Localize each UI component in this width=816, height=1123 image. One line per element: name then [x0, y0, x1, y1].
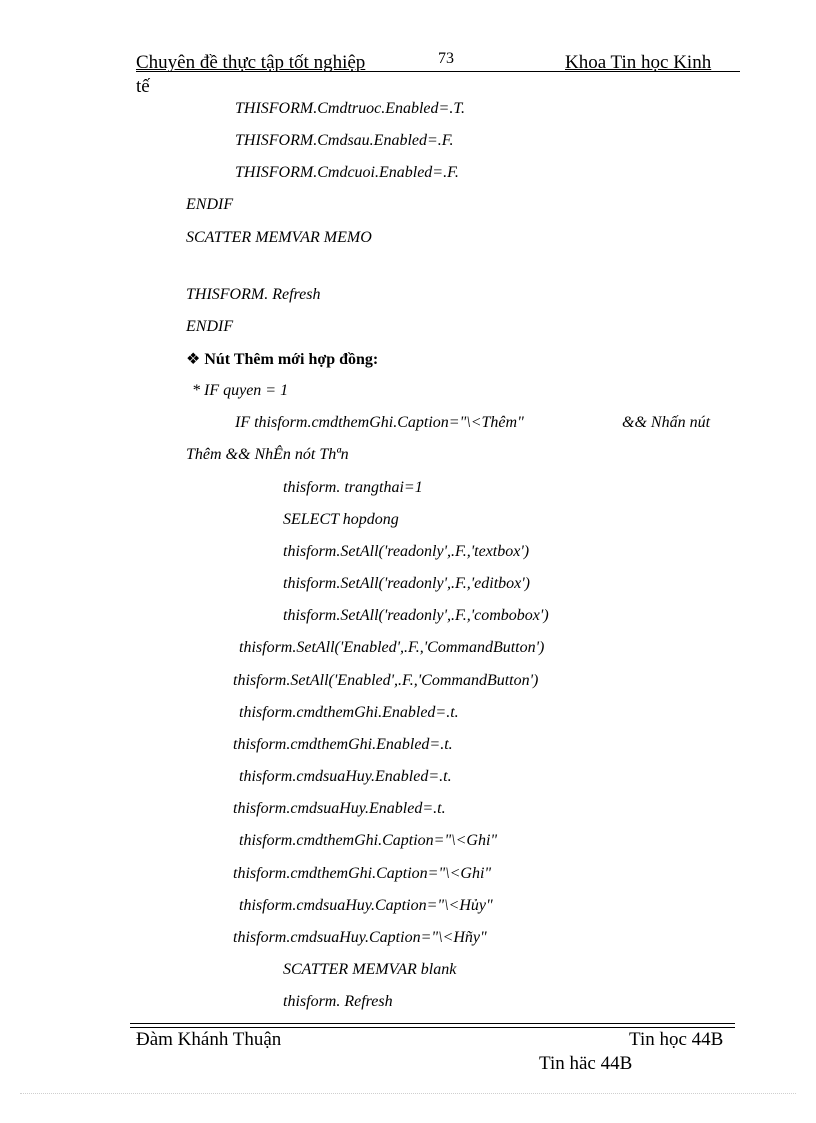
page-number: 73 — [438, 50, 454, 67]
code-line: thisform.cmdthemGhi.Caption="\<Ghi" — [233, 865, 492, 882]
code-line: thisform.cmdthemGhi.Enabled=.t. — [239, 704, 459, 721]
page-edge — [20, 1093, 796, 1094]
code-line: ENDIF — [186, 196, 234, 213]
code-line: * IF quyen = 1 — [192, 382, 289, 399]
code-line: IF thisform.cmdthemGhi.Caption="\<Thêm" — [235, 414, 524, 431]
code-line: thisform.cmdsuaHuy.Caption="\<Hủy" — [239, 897, 493, 914]
code-line: thisform.SetAll('readonly',.F.,'textbox') — [283, 543, 530, 560]
header-department: Khoa Tin học Kinh — [565, 52, 712, 73]
code-line: thisform.cmdsuaHuy.Enabled=.t. — [233, 800, 446, 817]
header-rule — [136, 71, 740, 72]
code-line: THISFORM. Refresh — [186, 286, 321, 303]
code-line: ENDIF — [186, 318, 234, 335]
section-heading — [186, 349, 378, 369]
code-line: SCATTER MEMVAR blank — [283, 961, 457, 978]
footer-rule — [130, 1023, 735, 1024]
section-title: Nút Thêm mới hợp đồng: — [204, 351, 379, 368]
code-line: thisform.SetAll('Enabled',.F.,'CommandButton') — [239, 639, 545, 656]
code-line: thisform.cmdsuaHuy.Caption="\<Hñy" — [233, 929, 487, 946]
code-line: SELECT hopdong — [283, 511, 399, 528]
code-line: THISFORM.Cmdsau.Enabled=.F. — [235, 132, 454, 149]
code-line: thisform.cmdsuaHuy.Enabled=.t. — [239, 768, 452, 785]
code-line: thisform.cmdthemGhi.Caption="\<Ghi" — [239, 832, 498, 849]
footer-author: Đàm Khánh Thuận — [136, 1029, 282, 1050]
header-title: Chuyên đề thực tập tốt nghiệp — [136, 52, 366, 73]
code-line: THISFORM.Cmdtruoc.Enabled=.T. — [235, 100, 466, 117]
header-department-wrap: tế — [136, 76, 150, 97]
code-line: thisform. trangthai=1 — [283, 479, 423, 496]
diamond-bullet-icon: ❖ — [186, 351, 201, 368]
code-line: thisform.SetAll('readonly',.F.,'combobox') — [283, 607, 549, 624]
code-line: THISFORM.Cmdcuoi.Enabled=.F. — [235, 164, 459, 181]
footer-class: Tin học 44B — [629, 1029, 724, 1050]
code-line: Thêm && NhÊn nót Thªn — [186, 446, 349, 463]
footer-rule — [130, 1027, 735, 1028]
code-comment: && Nhấn nút — [622, 414, 711, 431]
footer-class-duplicate: Tin häc 44B — [539, 1053, 633, 1074]
code-line: thisform. Refresh — [283, 993, 393, 1010]
code-line: SCATTER MEMVAR MEMO — [186, 229, 372, 246]
code-line: thisform.SetAll('Enabled',.F.,'CommandButton') — [233, 672, 539, 689]
code-line: thisform.SetAll('readonly',.F.,'editbox') — [283, 575, 530, 592]
code-line: thisform.cmdthemGhi.Enabled=.t. — [233, 736, 453, 753]
